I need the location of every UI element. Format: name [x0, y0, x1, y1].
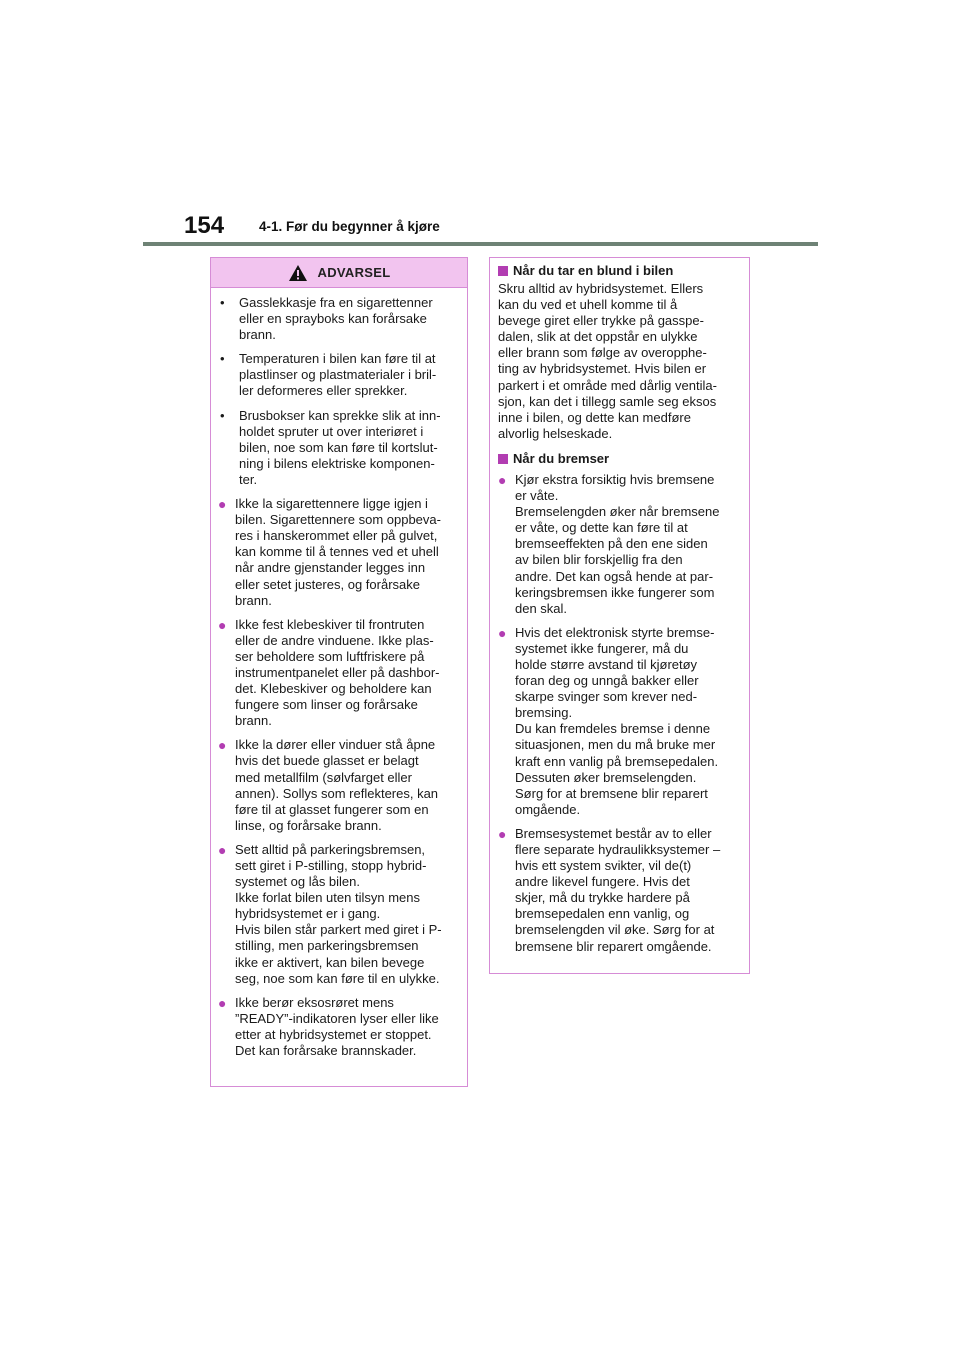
warning-item-text: Ikke la dører eller vinduer stå åpne hvis det buede glasset er belagt med metallfilm (sølvfarget eller annen). Sollys som reflekteres, kan føre til at glasset fungerer som en linse, og forårsake brann.: [235, 737, 439, 833]
bullet-marker: •: [220, 295, 225, 310]
info-item-text: Hvis det elektronisk styrte bremse- systemet ikke fungerer, må du holde større avstand til kjøretøy foran deg og unngå bakker eller skarpe svinger som krever ned- bremsing. Du kan fremdeles bremse i denne situasjonen, men du må bruke mer kraft enn vanlig på bremsepedalen. Dessuten øker bremselengden. Sørg for at bremsene blir reparert omgående.: [515, 624, 719, 817]
bullet-marker: •: [220, 407, 225, 423]
warning-item-text: Ikke fest klebeskiver til frontruten eller de andre vinduene. Ikke plas- ser beholdere som luftfriskere på instrumentpanelet eller på dashbor- det. Klebeskiver og beholdere kan fungere som linser og forårsake brann.: [235, 616, 440, 729]
circle-bullet-icon: ●: [498, 825, 507, 842]
warning-triangle-icon: [288, 264, 308, 282]
warning-bullet-text: Temperaturen i bilen kan føre til at plastlinser og plastmaterialer i bril- ler deformeres eller sprekker.: [239, 351, 437, 399]
page-header: [0, 0, 960, 250]
header-rule: [143, 242, 818, 246]
warning-item-text: Sett alltid på parkeringsbremsen, sett giret i P-stilling, stopp hybrid- systemet og lås bilen. Ikke forlat bilen uten tilsyn mens hybridsystemet er i gang. Hvis bilen står parkert med giret i P- stilling, men parkeringsbremsen ikke er aktivert, kan bilen bevege seg, noe som kan føre til en ulykke.: [235, 841, 442, 986]
info-item: [498, 472, 742, 617]
warning-bullet-text: Brusbokser kan sprekke slik at inn- holdet spruter ut over interiøret i bilen, noe som kan føre til kortslut- ning i bilens elektriske komponen- ter.: [239, 407, 441, 487]
warning-title: ADVARSEL: [317, 265, 391, 280]
warning-body: [211, 288, 467, 1059]
circle-bullet-icon: ●: [498, 624, 507, 641]
warning-item: [218, 617, 459, 730]
circle-bullet-icon: ●: [218, 994, 227, 1011]
info-section-heading: [498, 263, 742, 279]
warning-item: [218, 737, 459, 834]
bullet-marker: •: [220, 351, 225, 367]
warning-bullet: [218, 408, 459, 488]
info-section-heading: [498, 451, 742, 467]
circle-bullet-icon: ●: [218, 737, 227, 754]
square-bullet-icon: [498, 454, 508, 464]
info-box: [489, 257, 750, 974]
info-item: [498, 625, 742, 818]
info-item: [498, 826, 742, 955]
section-title: 4-1. Før du begynner å kjøre: [259, 219, 440, 234]
warning-item: [218, 496, 459, 609]
warning-item: [218, 995, 459, 1059]
square-bullet-icon: [498, 266, 508, 276]
warning-item: [218, 842, 459, 987]
warning-item-text: Ikke la sigarettennere ligge igjen i bilen. Sigarettennere som oppbeva- res i hanskerommet eller på gulvet, kan komme til å tennes ved et uhell når andre gjenstander legges inn eller setet justeres, og forårsake brann.: [235, 496, 441, 608]
circle-bullet-icon: ●: [218, 841, 227, 858]
info-section-heading-text: Når du tar en blund i bilen: [513, 263, 674, 278]
page-number: 154: [184, 212, 225, 239]
circle-bullet-icon: ●: [498, 471, 507, 488]
warning-bullet-text: Gasslekkasje fra en sigarettenner eller en sprayboks kan forårsake brann.: [239, 295, 433, 343]
info-item-text: Bremsesystemet består av to eller flere separate hydraulikksystemer – hvis ett system svikter, vil de(t) andre likevel fungere. Hvis det skjer, må du trykke hardere på bremsepedalen enn vanlig, og bremselengden vil øke. Sørg for at bremsene blir reparert omgående.: [515, 825, 721, 954]
warning-header: [211, 258, 467, 288]
warning-box: [210, 257, 468, 1087]
info-item-text: Kjør ekstra forsiktig hvis bremsene er våte. Bremselengden øker når bremsene er våte, og dette kan føre til at bremseeffekten på den ene siden av bilen blir forskjellig fra den andre. Det kan også hende at par- keringsbremsen ikke fungerer som den skal.: [515, 471, 720, 616]
circle-bullet-icon: ●: [218, 616, 227, 633]
info-section-heading-text: Når du bremser: [513, 450, 610, 466]
info-section-text: Skru alltid av hybridsystemet. Ellers kan du ved et uhell komme til å bevege giret eller trykke på gasspe- dalen, slik at det oppstår en ulykke eller brann som følge av overopphe- ting av hybridsystemet. Hvis bilen er parkert i et område med dårlig ventila- sjon, kan det i tillegg samle seg eksos inne i bilen, og dette kan medføre alvorlig helseskade.: [498, 281, 717, 441]
warning-bullet: [218, 295, 459, 343]
warning-item-text: Ikke berør eksosrøret mens ”READY”-indikatoren lyser eller like etter at hybridsystemet er stoppet. Det kan forårsake brannskader.: [235, 994, 439, 1059]
warning-bullet: [218, 351, 459, 399]
circle-bullet-icon: ●: [218, 496, 227, 513]
section-gap: [498, 442, 742, 451]
